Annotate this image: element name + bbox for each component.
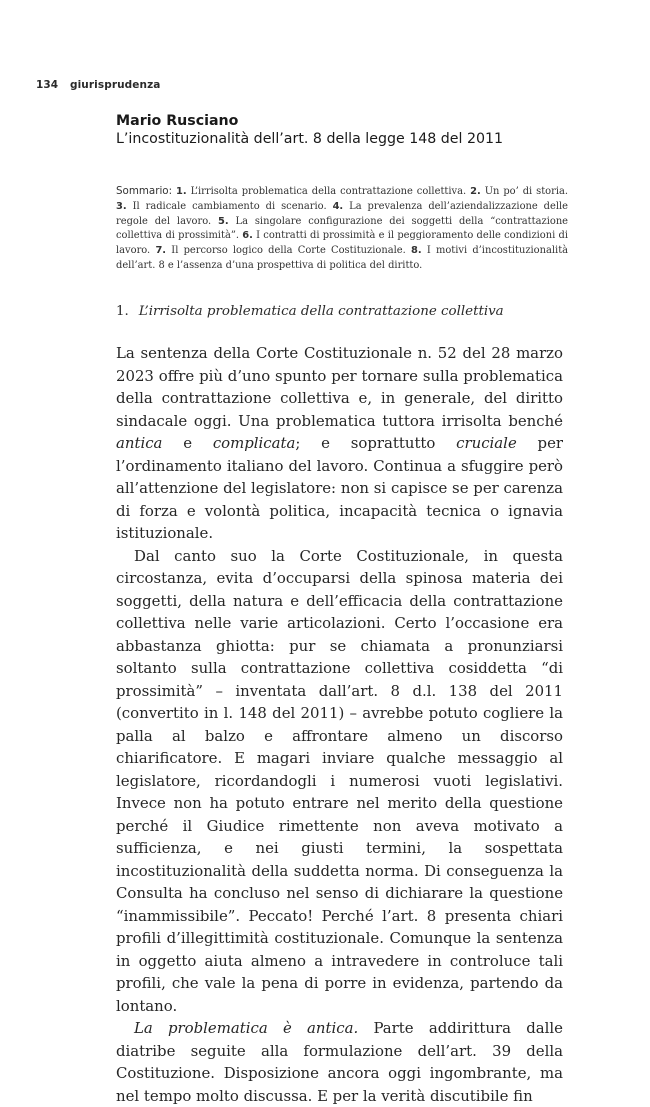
- summary-item-text: I contratti di prossimità e il peggioramento delle condizioni di lavoro.: [116, 230, 568, 257]
- body-text: [116, 342, 563, 1107]
- summary-item-text: I motivi d’incostituzionalità dell’art. 8 e l’assenza d’una prospettiva di politica del diritto.: [116, 245, 569, 271]
- emphasis: La problematica è antica.: [134, 1019, 359, 1037]
- summary-item-number: 5.: [218, 215, 229, 227]
- article-author: Mario Rusciano: [116, 113, 239, 129]
- summary-item-number: 3.: [116, 200, 127, 212]
- summary-item-text: Un po’ di storia.: [484, 186, 569, 197]
- page-number: 134: [36, 79, 59, 91]
- text-run: Parte addirittura dalle diatribe seguite alla formulazione dell’art. 39 della Costituzione. Disposizione ancora oggi ingombrante, ma nel tempo molto discussa. E per la verità discutibile fin: [116, 1019, 563, 1105]
- text-run: per l’ordinamento italiano del lavoro. Continua a sfuggire però all’attenzione del legislatore: non si capisce se per carenza di forza e volontà politica, incapacità tecnica o ignavia istituzionale.: [116, 434, 564, 542]
- summary-item-text: Il radicale cambiamento di scenario.: [132, 200, 327, 212]
- emphasis: cruciale: [456, 434, 517, 452]
- summary-item-number: 7.: [155, 245, 167, 257]
- journal-name: giurisprudenza: [69, 79, 161, 91]
- summary-item-text: L’irrisolta problematica della contrattazione collettiva.: [190, 186, 467, 197]
- paragraph: [116, 1017, 563, 1107]
- summary-item-number: 6.: [242, 230, 253, 242]
- article-title: L’incostituzionalità dell’art. 8 della legge 148 del 2011: [116, 131, 504, 147]
- paragraph: [116, 342, 563, 545]
- summary-label: Sommario:: [116, 185, 173, 197]
- section-number: 1.: [116, 304, 129, 319]
- section-heading: [116, 303, 576, 321]
- text-run: ; e soprattutto: [295, 434, 457, 452]
- summary-item-number: 1.: [176, 186, 187, 197]
- section-title: L’irrisolta problematica della contrattazione collettiva: [138, 304, 504, 319]
- summary-item-number: 8.: [410, 245, 422, 257]
- summary-item-text: La singolare configurazione dei soggetti della “contrattazione collettiva di prossimità”.: [116, 215, 569, 242]
- summary-item-number: 2.: [470, 186, 481, 197]
- paragraph: Dal canto suo la Corte Costituzionale, in questa circostanza, evita d’occuparsi della spinosa materia dei soggetti, della natura e dell’efficacia della contrattazione collettiva nelle varie articolazioni. Certo l’occasione era abbastanza ghiotta: pur se chiamata a pronunziarsi soltanto sulla contrattazione collettiva cosiddetta “di prossimità” – inventata dall’art. 8 d.l. 138 del 2011 (convertito in l. 148 del 2011) – avrebbe potuto cogliere la palla al balzo e affrontare almeno un discorso chiarificatore. E magari inviare qualche messaggio al legislatore, ricordandogli i numerosi vuoti legislativi. Invece non ha potuto entrare nel merito della questione perché il Giudice rimettente non aveva motivato a sufficienza, e nei giusti termini, la sospettata incostituzionalità della suddetta norma. Di conseguenza la Consulta ha concluso nel senso di dichiarare la questione “inammissibile”. Peccato! Perché l’art. 8 presenta chiari profili d’illegittimità costituzionale. Comunque la sentenza in oggetto aiuta almeno a intravedere in controluce tali profili, che vale la pena di porre in evidenza, partendo da lontano.: [116, 546, 563, 1015]
- article-header: [116, 112, 576, 149]
- summary-item-number: 4.: [332, 200, 344, 212]
- emphasis: antica: [116, 434, 163, 452]
- emphasis: complicata: [212, 434, 296, 452]
- text-run: La sentenza della Corte Costituzionale n. 52 del 28 marzo 2023 offre più d’uno spunto per tornare sulla problematica della contrattazione collettiva e, in generale, del diritto sindacale oggi. Una problematica tuttora irrisolta benché: [116, 344, 563, 430]
- summary-item-text: Il percorso logico della Corte Costituzionale.: [171, 245, 406, 257]
- summary: [116, 184, 568, 274]
- summary-item-text: La prevalenza dell’aziendalizzazione delle regole del lavoro.: [116, 200, 569, 227]
- running-head: [36, 79, 160, 91]
- text-run: e: [162, 434, 213, 452]
